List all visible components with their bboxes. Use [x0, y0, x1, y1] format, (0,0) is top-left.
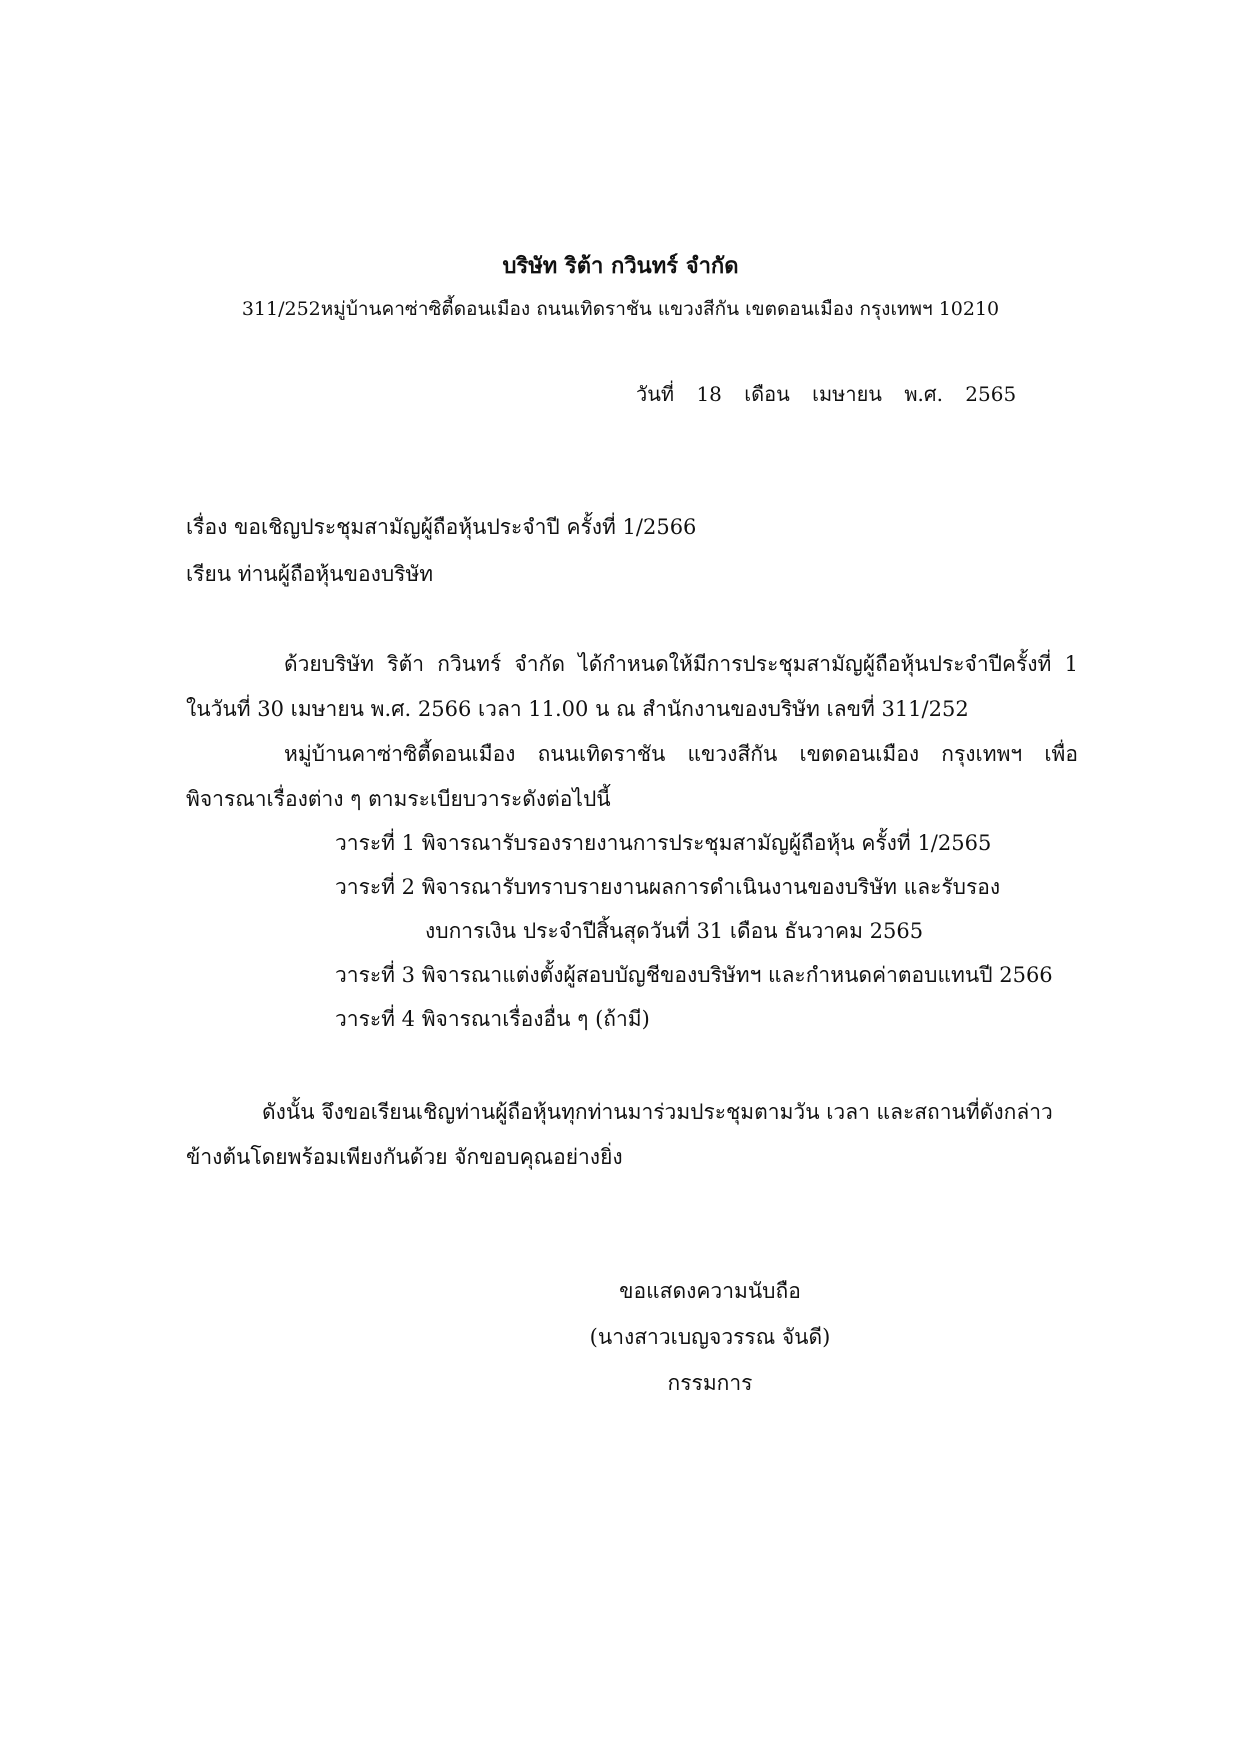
letter-date [636, 380, 1032, 408]
body-line: หมู่บ้านคาซ่าซิตี้ดอนเมือง ถนนเทิดราชัน แขวงสีกัน เขตดอนเมือง กรุงเทพฯ เพื่อ [284, 742, 1078, 766]
body-line: ด้วยบริษัท ริต้า กวินทร์ จำกัด ได้กำหนดให้มีการประชุมสามัญผู้ถือหุ้นประจำปีครั้งที่ 1 [284, 652, 1078, 676]
body-line: พิจารณาเรื่องต่าง ๆ ตามระเบียบวาระดังต่อไปนี้ [186, 787, 611, 811]
signer-position: กรรมการ [667, 1371, 753, 1395]
closing-paragraph-line: ดังนั้น จึงขอเรียนเชิญท่านผู้ถือหุ้นทุกท่านมาร่วมประชุมตามวัน เวลา และสถานที่ดังกล่าว [262, 1100, 1053, 1124]
company-name: บริษัท ริต้า กวินทร์ จำกัด [502, 253, 739, 279]
letter-salutation: เรียน ท่านผู้ถือหุ้นของบริษัท [186, 562, 434, 586]
agenda-item: วาระที่ 3 พิจารณาแต่งตั้งผู้สอบบัญชีของบริษัทฯ และกำหนดค่าตอบแทนปี 2566 [335, 963, 1053, 987]
date-month-label: เดือน [744, 382, 790, 406]
signer-name: (นางสาวเบญจวรรณ จันดี) [589, 1325, 831, 1349]
company-address: 311/252หมู่บ้านคาซ่าซิตี้ดอนเมือง ถนนเทิดราชัน แขวงสีกัน เขตดอนเมือง กรุงเทพฯ 10210 [241, 298, 1000, 320]
agenda-item: วาระที่ 2 พิจารณารับทราบรายงานผลการดำเนินงานของบริษัท และรับรอง [335, 875, 1001, 899]
letter-subject: เรื่อง ขอเชิญประชุมสามัญผู้ถือหุ้นประจำปี ครั้งที่ 1/2566 [186, 515, 697, 539]
date-year: 2565 [965, 382, 1017, 406]
agenda-item: วาระที่ 4 พิจารณาเรื่องอื่น ๆ (ถ้ามี) [335, 1007, 650, 1031]
date-month: เมษายน [812, 382, 882, 406]
date-year-label: พ.ศ. [904, 382, 943, 406]
agenda-item-continuation: งบการเงิน ประจำปีสิ้นสุดวันที่ 31 เดือน ธันวาคม 2565 [425, 919, 924, 943]
date-day-label: วันที่ [636, 382, 675, 406]
agenda-item: วาระที่ 1 พิจารณารับรองรายงานการประชุมสามัญผู้ถือหุ้น ครั้งที่ 1/2565 [335, 831, 992, 855]
date-day: 18 [696, 382, 722, 406]
signature-closing: ขอแสดงความนับถือ [619, 1279, 801, 1303]
closing-paragraph-line: ข้างต้นโดยพร้อมเพียงกันด้วย จักขอบคุณอย่างยิ่ง [186, 1145, 623, 1169]
body-line: ในวันที่ 30 เมษายน พ.ศ. 2566 เวลา 11.00 น ณ สำนักงานของบริษัท เลขที่ 311/252 [186, 697, 969, 721]
